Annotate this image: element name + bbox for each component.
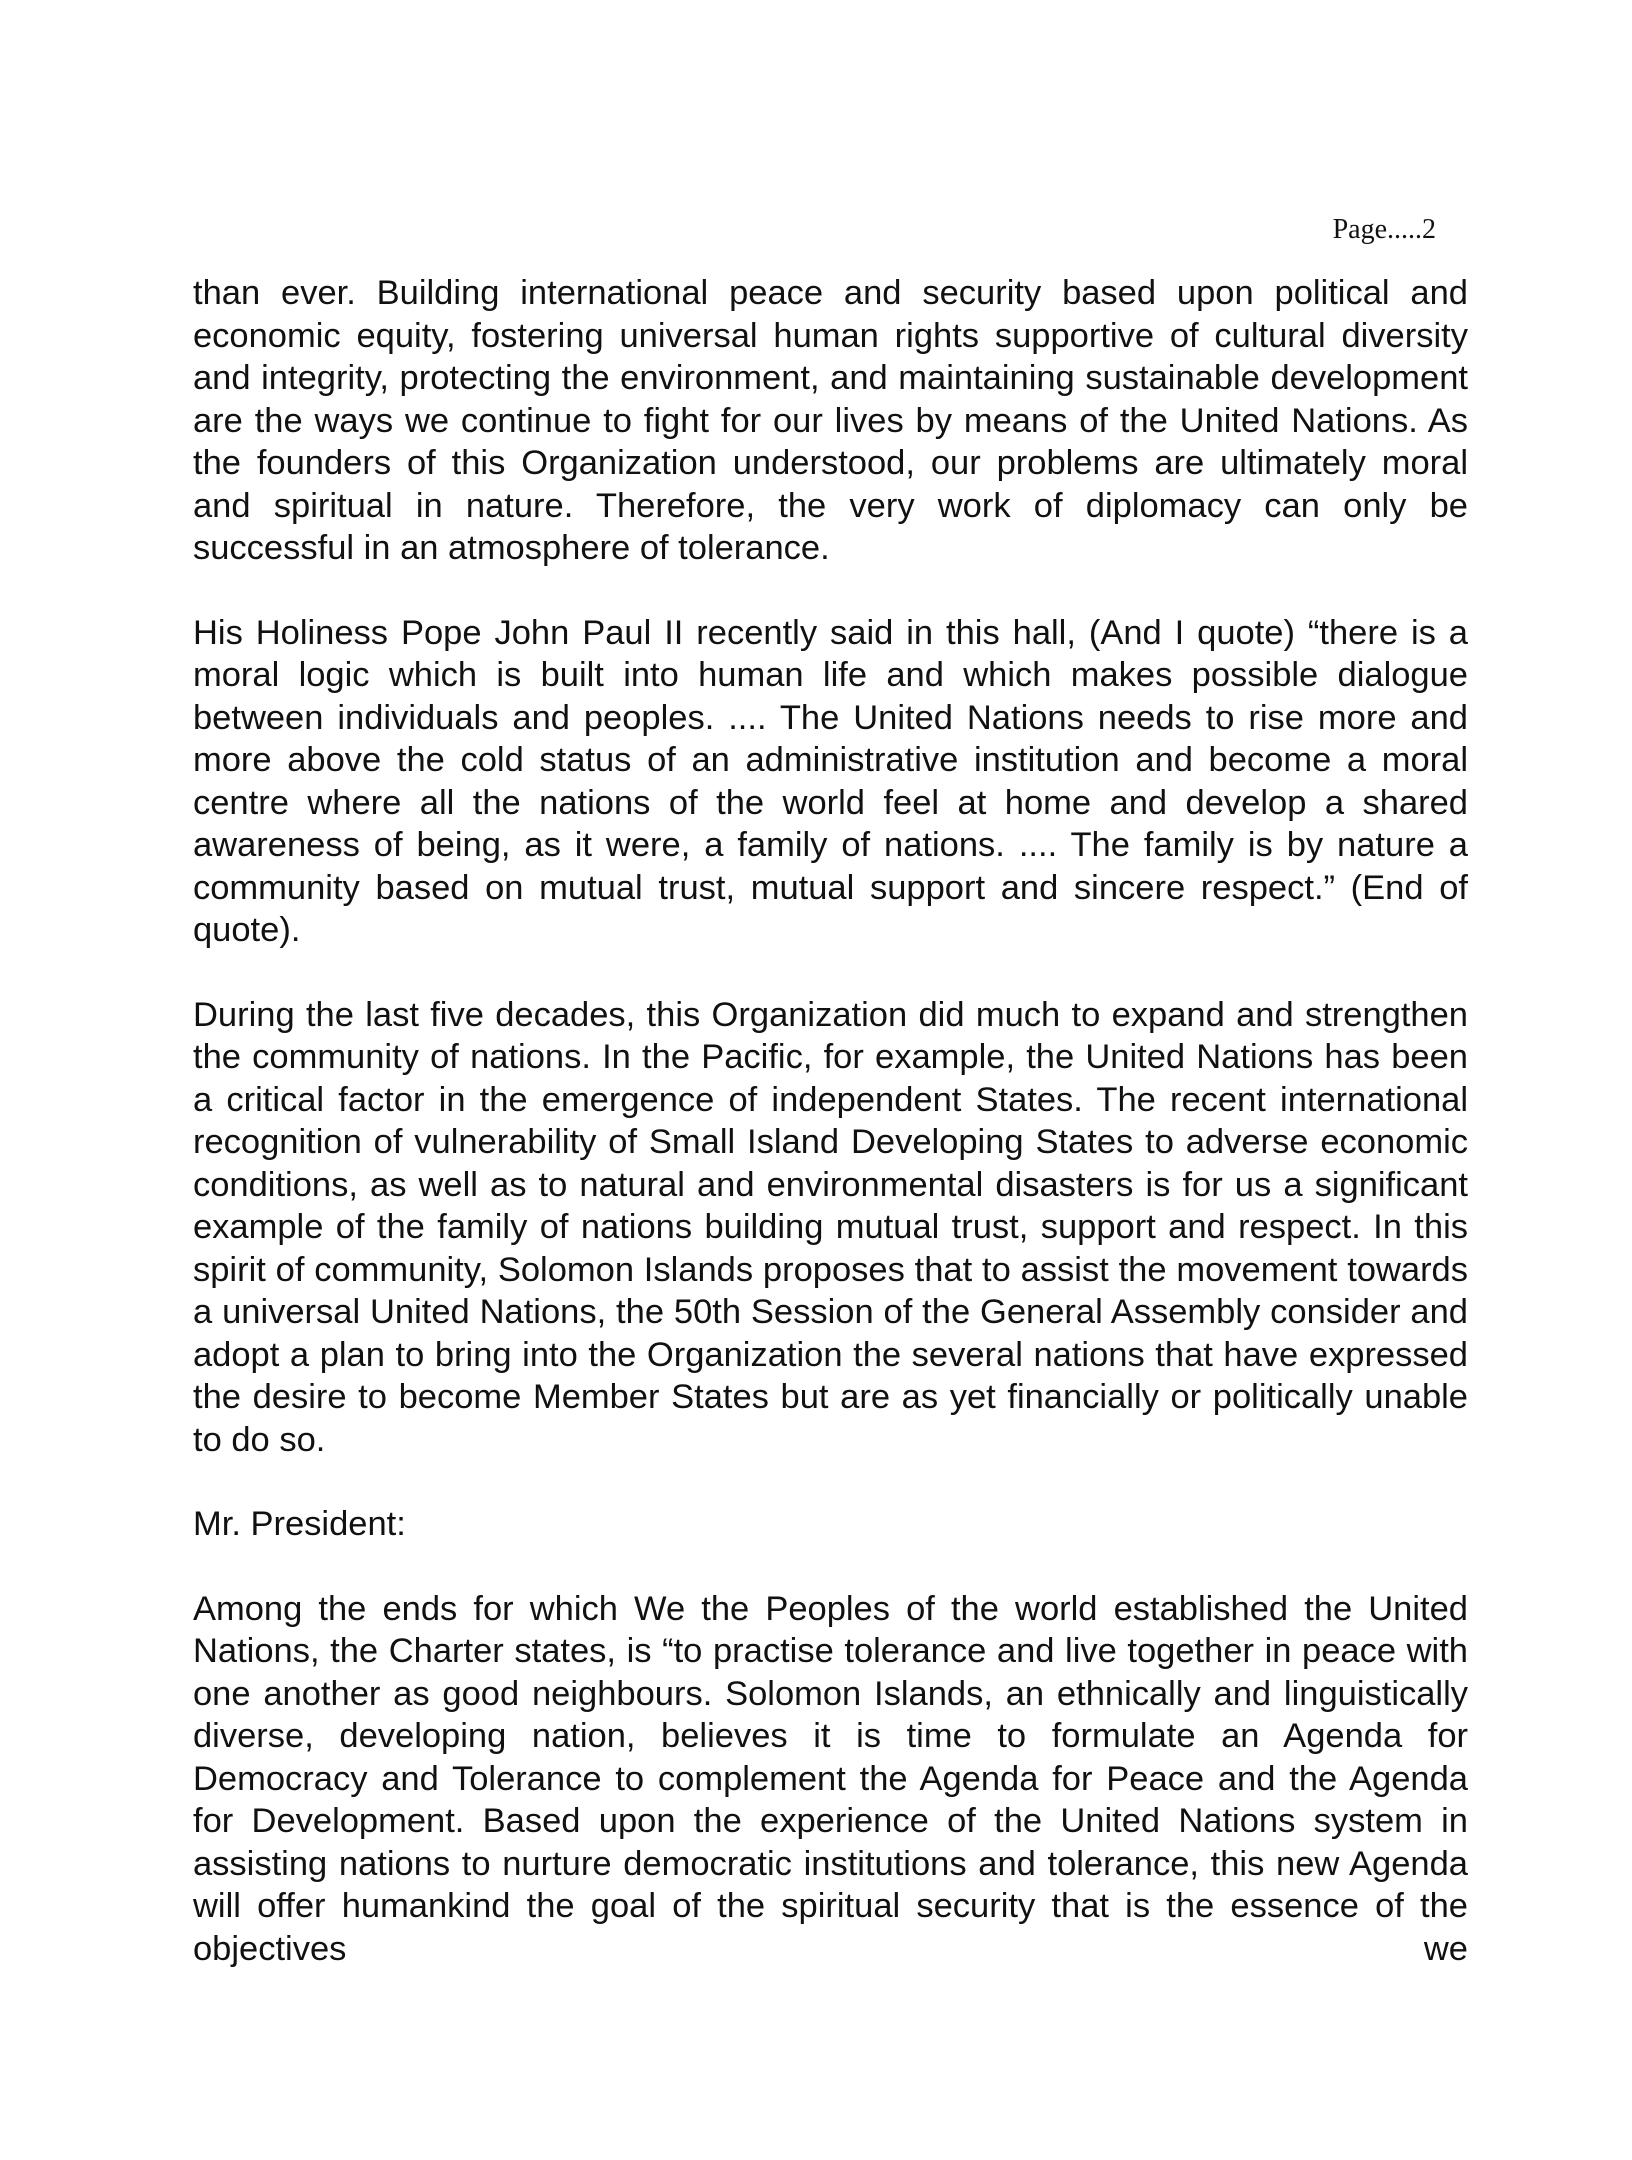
salutation: Mr. President: bbox=[193, 1505, 406, 1543]
paragraph-community-of-nations: During the last five decades, this Organization did much to expand and strengthen the community of nations. In the Pacific, for example, the United Nations has been a critical factor in the emergence of independent States. The recent international recognition of vulnerability of Small Island Developing States to adverse economic conditions, as well as to natural and environmental disasters is for us a significant example of the family of nations building mutual trust, support and respect. In this spirit of community, Solomon Islands proposes that to assist the movement towards a universal United Nations, the 50th Session of the General Assembly consider and adopt a plan to bring into the Organization the several nations that have expressed the desire to become Member States but are as yet financially or politically unable to do so. bbox=[193, 995, 1468, 1459]
paragraph-pope-quote: His Holiness Pope John Paul II recently said in this hall, (And I quote) “there is a moral logic which is built into human life and which makes possible dialogue between individuals and peoples. .... The United Nations needs to rise more and more above the cold status of an administrative institution and become a moral centre where all the nations of the world feel at home and develop a shared awareness of being, as it were, a family of nations. .... The family is by nature a community based on mutual trust, mutual support and sincere respect.” (End of quote). bbox=[193, 613, 1468, 949]
paragraph-agenda-democracy: Among the ends for which We the Peoples of the world established the United Nations, the Charter states, is “to practise tolerance and live together in peace with one another as good neighbours. Solomon Islands, an ethnically and linguistically diverse, developing nation, believes it is time to formulate an Agenda for Democracy and Tolerance to complement the Agenda for Peace and the Agenda for Development. Based upon the experience of the United Nations system in assisting nations to nurture democratic institutions and tolerance, this new Agenda will offer humankind the goal of the spiritual security that is the essence of the objectives we bbox=[193, 1589, 1468, 1968]
paragraph-tolerance-intro: than ever. Building international peace and security based upon political and economic equity, fostering universal human rights supportive of cultural diversity and integrity, protecting the environment, and maintaining sustainable development are the ways we continue to fight for our lives by means of the United Nations. As the founders of this Organization understood, our problems are ultimately moral and spiritual in nature. Therefore, the very work of diplomacy can only be successful in an atmosphere of tolerance. bbox=[193, 274, 1468, 567]
document-body bbox=[193, 272, 1468, 1970]
page-number: Page.....2 bbox=[1332, 214, 1436, 245]
